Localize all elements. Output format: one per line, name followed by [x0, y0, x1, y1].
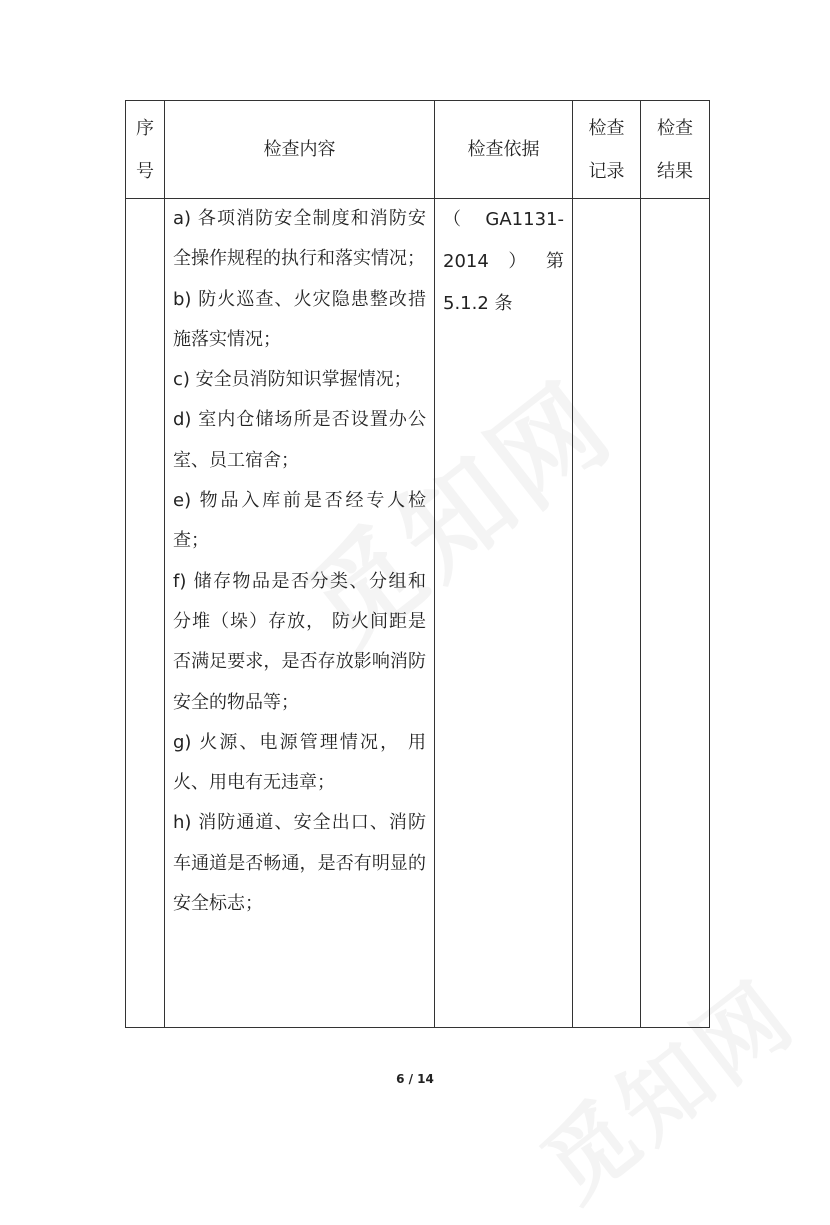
- check-item: a) 各项消防安全制度和消防安全操作规程的执行和落实情况；: [173, 208, 426, 270]
- header-serial-line2: 号: [136, 160, 154, 182]
- basis-close-paren: ）: [508, 251, 527, 272]
- check-item: d) 室内仓储场所是否设置办公室、员工宿舍；: [173, 409, 426, 471]
- header-result-line1: 检查: [657, 117, 693, 139]
- header-check-result: [641, 101, 710, 199]
- check-item: e) 物品入库前是否经专人检查；: [173, 490, 426, 552]
- basis-di: 第: [546, 251, 564, 272]
- table-row: [126, 199, 710, 1028]
- header-record-line2: 记录: [588, 160, 625, 182]
- serial-number-cell: [126, 199, 165, 1028]
- check-basis-cell: [435, 199, 573, 1028]
- basis-code-part2: 2014: [443, 251, 489, 272]
- table-header-row: [126, 101, 710, 199]
- check-item: c) 安全员消防知识掌握情况；: [173, 369, 412, 391]
- check-record-cell[interactable]: [573, 199, 641, 1028]
- header-check-basis: 检查依据: [435, 101, 573, 199]
- basis-open-paren: （: [443, 209, 461, 230]
- check-item: f) 储存物品是否分类、分组和分堆（垛）存放， 防火间距是否满足要求，是否存放影响消防安全的物品等；: [173, 570, 426, 713]
- page-number: 6 / 14: [396, 1072, 434, 1086]
- check-result-cell[interactable]: [641, 199, 710, 1028]
- basis-clause: 5.1.2 条: [443, 293, 513, 314]
- check-item: b) 防火巡查、火灾隐患整改措施落实情况；: [173, 288, 426, 350]
- check-item: h) 消防通道、安全出口、消防车通道是否畅通，是否有明显的安全标志；: [173, 812, 426, 915]
- header-result-line2: 结果: [657, 160, 693, 182]
- inspection-table: [125, 100, 710, 1028]
- check-item: g) 火源、电源管理情况， 用火、用电有无违章；: [173, 731, 426, 794]
- header-record-line1: 检查: [588, 117, 625, 139]
- check-content-cell: [165, 199, 435, 1028]
- basis-code-part1: GA1131-: [485, 209, 564, 230]
- header-check-content: 检查内容: [165, 101, 435, 199]
- header-check-record: [573, 101, 641, 199]
- header-serial-line1: 序: [136, 117, 154, 139]
- header-serial-number: [126, 101, 165, 199]
